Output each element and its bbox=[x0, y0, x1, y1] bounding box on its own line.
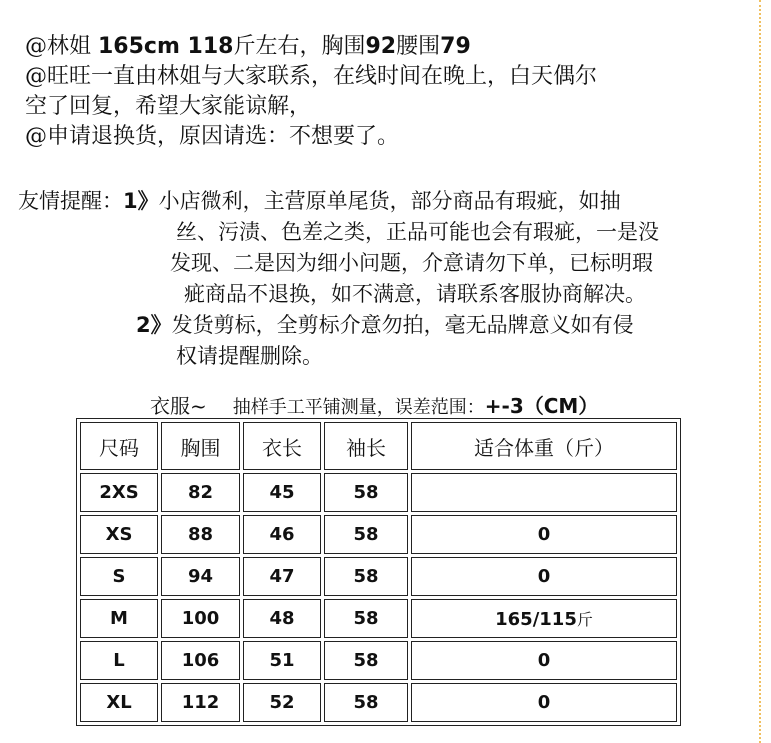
cell-chest: 82 bbox=[161, 473, 240, 512]
cell-length: 47 bbox=[243, 557, 321, 596]
reminder-label: 友情提醒： bbox=[18, 189, 123, 213]
reminder-block bbox=[18, 186, 659, 372]
cell-chest: 94 bbox=[161, 557, 240, 596]
cell-length: 51 bbox=[243, 641, 321, 680]
intro-line-4: @申请退换货，原因请选：不想要了。 bbox=[25, 124, 400, 149]
table-row bbox=[80, 515, 677, 554]
cell-size: M bbox=[80, 599, 158, 638]
weight-value: 165/115 bbox=[495, 609, 577, 630]
cell-chest: 112 bbox=[161, 683, 240, 722]
reminder-number-2: 2》 bbox=[136, 313, 172, 337]
header-size: 尺码 bbox=[80, 422, 158, 470]
table-title-note: 抽样手工平铺测量，误差范围： bbox=[232, 397, 485, 418]
reminder-row-5 bbox=[18, 310, 659, 341]
intro-at-name: @林姐 bbox=[25, 34, 98, 59]
reminder-row-1 bbox=[18, 186, 659, 217]
header-weight: 适合体重（斤） bbox=[411, 422, 677, 470]
intro-text: 斤左右，胸围 bbox=[233, 34, 366, 59]
cell-chest: 106 bbox=[161, 641, 240, 680]
reminder-row-3: 发现、二是因为细小问题，介意请勿下单，已标明瑕 bbox=[170, 251, 653, 275]
size-table bbox=[76, 418, 681, 726]
reminder-row-4: 疵商品不退换，如不满意，请联系客服协商解决。 bbox=[184, 282, 646, 306]
cell-weight bbox=[411, 683, 677, 722]
cell-weight bbox=[411, 557, 677, 596]
intro-line-1 bbox=[25, 32, 597, 62]
table-row bbox=[80, 473, 677, 512]
cell-sleeve: 58 bbox=[324, 557, 408, 596]
cell-size: S bbox=[80, 557, 158, 596]
table-title-name: 衣服~ bbox=[150, 394, 207, 418]
cell-length: 45 bbox=[243, 473, 321, 512]
reminder-row-6: 权请提醒删除。 bbox=[176, 344, 323, 368]
intro-height-weight: 165cm 118 bbox=[98, 34, 234, 59]
cell-size: XL bbox=[80, 683, 158, 722]
table-row bbox=[80, 557, 677, 596]
header-chest: 胸围 bbox=[161, 422, 240, 470]
table-row bbox=[80, 599, 677, 638]
cell-size: XS bbox=[80, 515, 158, 554]
cell-weight bbox=[411, 473, 677, 512]
cell-chest: 100 bbox=[161, 599, 240, 638]
cell-sleeve: 58 bbox=[324, 683, 408, 722]
weight-value: 0 bbox=[537, 566, 551, 587]
reminder-row-2: 丝、污渍、色差之类，正品可能也会有瑕疵，一是没 bbox=[176, 220, 659, 244]
weight-value: 0 bbox=[537, 524, 551, 545]
weight-value: 0 bbox=[537, 692, 551, 713]
cell-length: 46 bbox=[243, 515, 321, 554]
intro-waist: 79 bbox=[440, 34, 471, 59]
weight-unit: 斤 bbox=[576, 610, 593, 629]
cell-size: 2XS bbox=[80, 473, 158, 512]
intro-block bbox=[25, 32, 597, 152]
intro-text: 腰围 bbox=[396, 34, 441, 59]
table-row bbox=[80, 683, 677, 722]
cell-size: L bbox=[80, 641, 158, 680]
cell-sleeve: 58 bbox=[324, 641, 408, 680]
reminder-text: 发货剪标，全剪标介意勿拍，毫无品牌意义如有侵 bbox=[171, 313, 634, 337]
cell-weight bbox=[411, 641, 677, 680]
reminder-number-1: 1》 bbox=[123, 189, 159, 213]
cell-length: 48 bbox=[243, 599, 321, 638]
table-row bbox=[80, 641, 677, 680]
table-title-tolerance: +-3（CM） bbox=[484, 394, 599, 418]
cell-sleeve: 58 bbox=[324, 515, 408, 554]
cell-weight bbox=[411, 599, 677, 638]
cell-sleeve: 58 bbox=[324, 599, 408, 638]
header-sleeve: 袖长 bbox=[324, 422, 408, 470]
reminder-text: 小店微利，主营原单尾货，部分商品有瑕疵，如抽 bbox=[158, 189, 621, 213]
cell-weight bbox=[411, 515, 677, 554]
header-length: 衣长 bbox=[243, 422, 321, 470]
page-dotted-border bbox=[759, 0, 761, 743]
intro-chest: 92 bbox=[365, 34, 397, 59]
weight-value: 0 bbox=[537, 650, 551, 671]
cell-chest: 88 bbox=[161, 515, 240, 554]
intro-line-2: @旺旺一直由林姐与大家联系，在线时间在晚上，白天偶尔 bbox=[25, 64, 598, 89]
cell-length: 52 bbox=[243, 683, 321, 722]
table-title bbox=[150, 390, 598, 419]
cell-sleeve: 58 bbox=[324, 473, 408, 512]
intro-line-3: 空了回复，希望大家能谅解， bbox=[25, 94, 312, 119]
table-header-row bbox=[80, 422, 677, 470]
